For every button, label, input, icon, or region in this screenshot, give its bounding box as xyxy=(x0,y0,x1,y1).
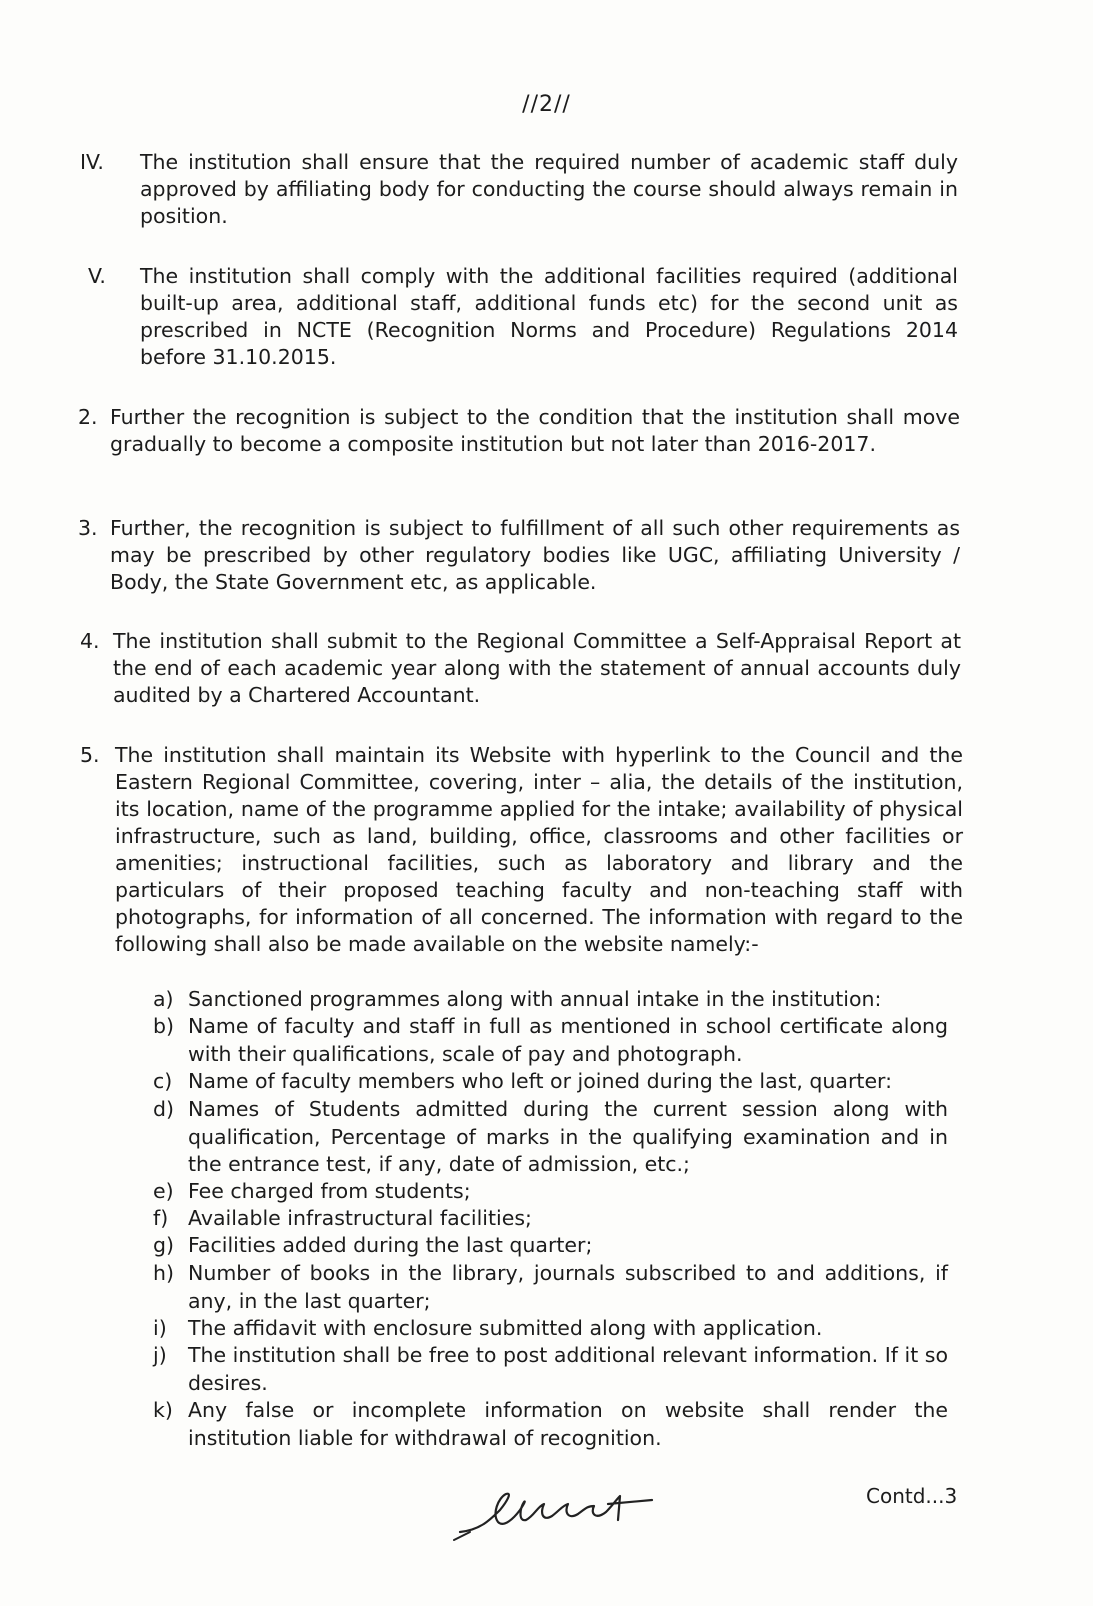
sub-item-h xyxy=(153,1260,948,1315)
sub-item-text: Facilities added during the last quarter; xyxy=(188,1233,593,1257)
sub-item-letter: g) xyxy=(153,1233,175,1257)
signature xyxy=(440,1470,700,1550)
item-5-text: The institution shall maintain its Website with hyperlink to the Council and the Eastern Regional Committee, covering, inter – alia, the details of the institution, its location, name of the programme applied for the intake; availability of physical infrastructure, such as land, building, office, classrooms and other facilities or amenities; instructional facilities, such as laboratory and library and the particulars of their proposed teaching faculty and non-teaching staff with photographs, for information of all concerned. The information with regard to the following shall also be made available on the website namely:- xyxy=(115,743,963,956)
item-v-number: V. xyxy=(88,264,106,288)
sub-item-j xyxy=(153,1342,948,1397)
sub-item-a xyxy=(153,986,948,1014)
item-2-text: Further the recognition is subject to the condition that the institution shall move gradually to become a composite institution but not later than 2016-2017. xyxy=(110,405,960,456)
sub-item-letter: a) xyxy=(153,987,174,1011)
sub-item-e xyxy=(153,1178,948,1206)
item-2-number: 2. xyxy=(78,405,98,429)
page-marker: //2// xyxy=(522,92,571,117)
item-4-number: 4. xyxy=(80,629,100,653)
item-4-text: The institution shall submit to the Regional Committee a Self-Appraisal Report at the end of each academic year along with the statement of annual accounts duly audited by a Chartered Accountant. xyxy=(113,629,961,707)
sub-item-letter: h) xyxy=(153,1261,174,1285)
sub-item-f xyxy=(153,1205,948,1233)
item-5-number: 5. xyxy=(80,743,100,767)
sub-item-text: Available infrastructural facilities; xyxy=(188,1206,532,1230)
sub-item-letter: d) xyxy=(153,1097,175,1121)
sub-item-letter: i) xyxy=(153,1316,167,1340)
sub-item-text: Name of faculty members who left or joined during the last, quarter: xyxy=(188,1069,893,1093)
item-iv-number: IV. xyxy=(80,150,104,174)
sub-item-d xyxy=(153,1096,948,1179)
sub-item-letter: b) xyxy=(153,1014,175,1038)
sub-item-letter: j) xyxy=(153,1343,167,1367)
sub-item-text: The institution shall be free to post additional relevant information. If it so desires. xyxy=(188,1343,948,1395)
item-3-number: 3. xyxy=(78,516,98,540)
sub-item-letter: k) xyxy=(153,1398,173,1422)
sub-item-c xyxy=(153,1068,948,1096)
sub-item-text: Number of books in the library, journals subscribed to and additions, if any, in the last quarter; xyxy=(188,1261,948,1313)
sub-item-letter: c) xyxy=(153,1069,173,1093)
sub-item-text: Sanctioned programmes along with annual intake in the institution: xyxy=(188,987,882,1011)
sub-item-g xyxy=(153,1232,948,1260)
sub-item-text: Name of faculty and staff in full as mentioned in school certificate along with their qualifications, scale of pay and photograph. xyxy=(188,1014,948,1066)
sub-item-text: Names of Students admitted during the current session along with qualification, Percentage of marks in the qualifying examination and in the entrance test, if any, date of admission, etc.; xyxy=(188,1097,948,1176)
sub-item-letter: e) xyxy=(153,1179,174,1203)
item-iv-text: The institution shall ensure that the required number of academic staff duly approved by affiliating body for conducting the course should always remain in position. xyxy=(140,150,958,228)
item-3-text: Further, the recognition is subject to fulfillment of all such other requirements as may be prescribed by other regulatory bodies like UGC, affiliating University / Body, the State Government etc, as applicable. xyxy=(110,516,960,594)
sub-item-i xyxy=(153,1315,948,1343)
sub-item-text: Any false or incomplete information on website shall render the institution liable for withdrawal of recognition. xyxy=(188,1398,948,1450)
contd-label: Contd...3 xyxy=(866,1484,958,1508)
sub-item-k xyxy=(153,1397,948,1452)
sub-item-b xyxy=(153,1013,948,1068)
sub-item-letter: f) xyxy=(153,1206,169,1230)
sub-item-text: The affidavit with enclosure submitted along with application. xyxy=(188,1316,823,1340)
sub-item-text: Fee charged from students; xyxy=(188,1179,471,1203)
item-v-text: The institution shall comply with the additional facilities required (additional built-up area, additional staff, additional funds etc) for the second unit as prescribed in NCTE (Recognition Norms and Procedure) Regulations 2014 before 31.10.2015. xyxy=(140,264,958,369)
